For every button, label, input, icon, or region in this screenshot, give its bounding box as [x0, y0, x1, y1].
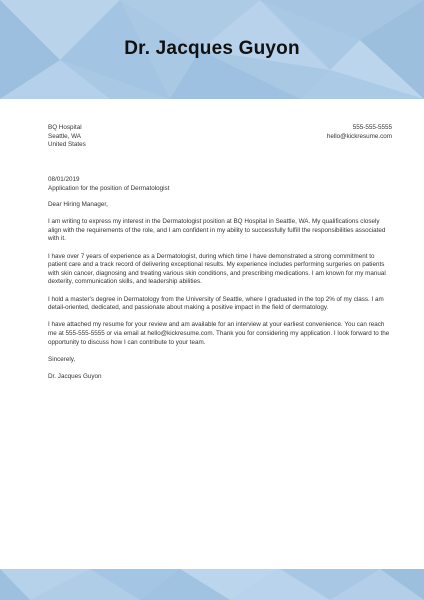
greeting: Dear Hiring Manager, [48, 201, 108, 208]
signature: Dr. Jacques Guyon [48, 372, 102, 380]
recipient-line: BQ Hospital [48, 124, 82, 131]
applicant-name: Dr. Jacques Guyon [124, 38, 300, 59]
recipient-line: Seattle, WA [48, 132, 82, 140]
paragraph: I have attached my resume for your review and am available for an interview at your earliest convenience. You can reach me at 555-555-5555 or via email at hello@kickresume.com. Thank you for considering my application. I look forward to the opportunity to discuss how I can contribute to your team. [48, 321, 390, 346]
contact-info [327, 124, 392, 141]
paragraph: I have over 7 years of experience as a Dermatologist, during which time I have demonstrated a strong commitment to patient care and a track record of delivering exceptional results. My experience includes performing surgeries on patients with skin cancer, diagnosing and treating various skin conditions, and prescribing medications. I am known for my manual dexterity, communication skills, and leadership abilities. [48, 252, 386, 286]
closing: Sincerely, [48, 355, 76, 363]
phone-number: 555-555-5555 [352, 124, 392, 131]
letter-body [48, 201, 393, 390]
header-banner [0, 0, 424, 99]
recipient-line: United States [48, 141, 86, 149]
email-address: hello@kickresume.com [326, 132, 392, 140]
paragraph: I am writing to express my interest in the Dermatologist position at BQ Hospital in Seattle, WA. My qualifications closely align with the requirements of the role, and I am confident in my ability to successfully fulfill the responsibilities associated with it. [48, 218, 386, 243]
footer-pattern [0, 569, 424, 600]
letter-subject: Application for the position of Dermatologist [48, 185, 170, 192]
letter-date: 08/01/2019 [48, 176, 80, 183]
recipient-address [48, 124, 86, 150]
footer-banner [0, 569, 424, 600]
paragraph: I hold a master's degree in Dermatology from the University of Seattle, where I graduated in the top 2% of my class. I am detail-oriented, dedicated, and passionate about making a positive impact in the field of dermatology. [48, 295, 384, 312]
